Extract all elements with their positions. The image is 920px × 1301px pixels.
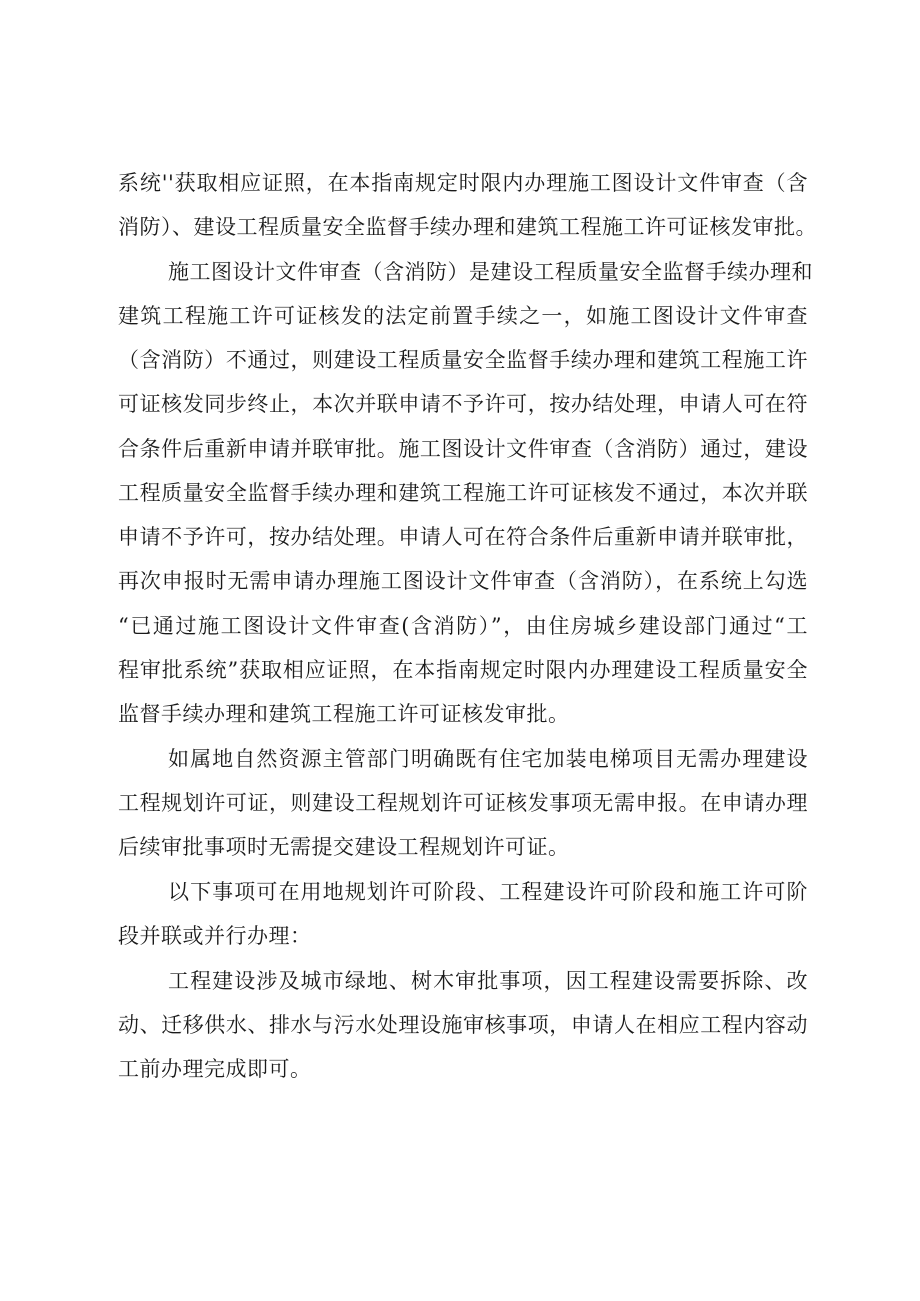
paragraph-line: 工程建设涉及城市绿地、树木审批事项，因工程建设需要拆除、改 — [168, 969, 808, 993]
paragraph-line: 消防）、建设工程质量安全监督手续办理和建筑工程施工许可证核发审批。 — [118, 215, 817, 239]
paragraph-line: （含消防）不通过，则建设工程质量安全监督手续办理和建筑工程施工许 — [118, 348, 808, 372]
paragraph-line: 建筑工程施工许可证核发的法定前置手续之一，如施工图设计文件审查 — [118, 304, 808, 328]
paragraph-line: 系统''获取相应证照，在本指南规定时限内办理施工图设计文件审查（含 — [118, 171, 808, 195]
paragraph-line: 程审批系统”获取相应证照，在本指南规定时限内办理建设工程质量安全 — [118, 658, 808, 682]
paragraph-line: 以下事项可在用地规划许可阶段、工程建设许可阶段和施工许可阶 — [168, 880, 808, 904]
paragraph-line: 申请不予许可，按办结处理。申请人可在符合条件后重新申请并联审批， — [118, 525, 808, 549]
paragraph-line: 段并联或并行办理： — [118, 924, 312, 948]
paragraph-line: 工程规划许可证，则建设工程规划许可证核发事项无需申报。在申请办理 — [118, 791, 808, 815]
paragraph-line: 合条件后重新申请并联审批。施工图设计文件审查（含消防）通过，建设 — [118, 437, 808, 461]
paragraph-line: 动、迁移供水、排水与污水处理设施审核事项，申请人在相应工程内容动 — [118, 1013, 808, 1037]
paragraph-line: 工前办理完成即可。 — [118, 1057, 312, 1081]
paragraph-line: 可证核发同步终止，本次并联申请不予许可，按办结处理，申请人可在符 — [118, 392, 808, 416]
paragraph-line: 工程质量安全监督手续办理和建筑工程施工许可证核发不通过，本次并联 — [118, 481, 808, 505]
paragraph-line: 如属地自然资源主管部门明确既有住宅加装电梯项目无需办理建设 — [168, 747, 808, 771]
paragraph-line: 监督手续办理和建筑工程施工许可证核发审批。 — [118, 702, 570, 726]
paragraph-line: “已通过施工图设计文件审查(含消防）”，由住房城乡建设部门通过“工 — [118, 614, 808, 638]
paragraph-line: 后续审批事项时无需提交建设工程规划许可证。 — [118, 835, 570, 859]
paragraph-line: 施工图设计文件审查（含消防）是建设工程质量安全监督手续办理和 — [168, 260, 813, 284]
paragraph-line: 再次申报时无需申请办理施工图设计文件审查（含消防），在系统上勾选 — [118, 569, 808, 593]
